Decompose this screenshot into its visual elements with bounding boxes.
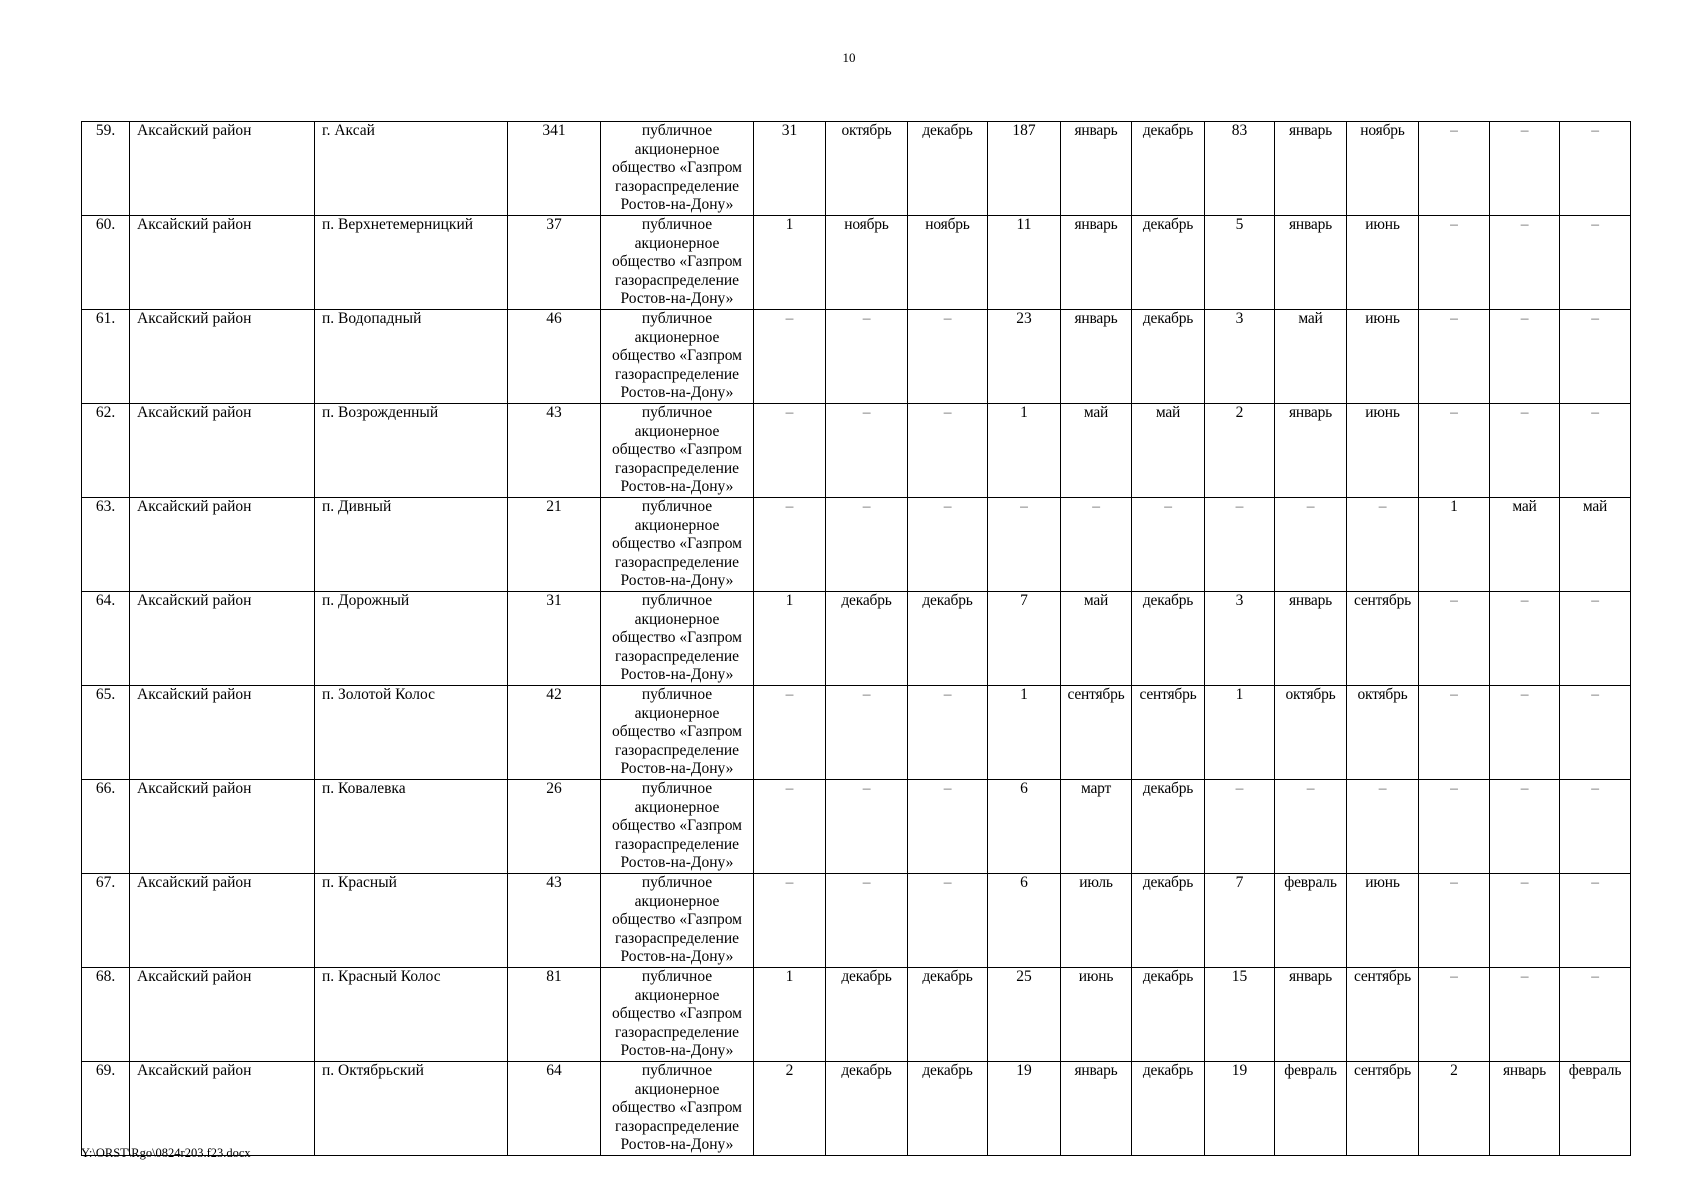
table-row [82, 592, 1631, 686]
group4-end-month-cell: – [1560, 780, 1631, 874]
group4-end-month-cell: – [1560, 686, 1631, 780]
locality-cell: п. Красный Колос [315, 968, 508, 1062]
group2-end-month-cell: декабрь [1132, 874, 1205, 968]
group1-count-cell: 31 [754, 122, 826, 216]
data-table [81, 121, 1631, 1156]
group2-count-cell: 11 [988, 216, 1061, 310]
group1-start-month-cell: – [826, 498, 908, 592]
group2-end-month-cell: декабрь [1132, 122, 1205, 216]
district-cell: Аксайский район [130, 498, 315, 592]
group4-count-cell: – [1419, 686, 1490, 780]
group2-count-cell: 6 [988, 780, 1061, 874]
group3-end-month-cell: сентябрь [1347, 592, 1419, 686]
group2-count-cell: 25 [988, 968, 1061, 1062]
group2-end-month-cell: декабрь [1132, 592, 1205, 686]
group3-end-month-cell: октябрь [1347, 686, 1419, 780]
group3-count-cell: 19 [1205, 1062, 1275, 1156]
group3-count-cell: – [1205, 498, 1275, 592]
group2-end-month-cell: декабрь [1132, 780, 1205, 874]
table-row [82, 404, 1631, 498]
group1-count-cell: – [754, 686, 826, 780]
group1-count-cell: – [754, 310, 826, 404]
table-row [82, 498, 1631, 592]
group4-start-month-cell: – [1490, 686, 1560, 780]
organization-cell: публичное акционерное общество «Газпром газораспределение Ростов-на-Дону» [601, 968, 754, 1062]
table-row [82, 216, 1631, 310]
group4-count-cell: – [1419, 592, 1490, 686]
group1-start-month-cell: – [826, 874, 908, 968]
group3-count-cell: 3 [1205, 310, 1275, 404]
group3-count-cell: 3 [1205, 592, 1275, 686]
group1-count-cell: – [754, 780, 826, 874]
count-cell: 21 [508, 498, 601, 592]
group2-start-month-cell: январь [1061, 310, 1132, 404]
group3-end-month-cell: июнь [1347, 310, 1419, 404]
group1-end-month-cell: – [908, 498, 988, 592]
group4-end-month-cell: май [1560, 498, 1631, 592]
organization-cell: публичное акционерное общество «Газпром газораспределение Ростов-на-Дону» [601, 310, 754, 404]
group2-count-cell: 19 [988, 1062, 1061, 1156]
group4-end-month-cell: – [1560, 404, 1631, 498]
group3-end-month-cell: июнь [1347, 874, 1419, 968]
district-cell: Аксайский район [130, 404, 315, 498]
group4-start-month-cell: – [1490, 310, 1560, 404]
row-number-cell: 61. [82, 310, 130, 404]
group1-start-month-cell: – [826, 404, 908, 498]
group3-start-month-cell: февраль [1275, 1062, 1347, 1156]
row-number-cell: 67. [82, 874, 130, 968]
row-number-cell: 66. [82, 780, 130, 874]
group3-start-month-cell: май [1275, 310, 1347, 404]
group1-count-cell: 1 [754, 592, 826, 686]
group1-start-month-cell: – [826, 780, 908, 874]
locality-cell: п. Золотой Колос [315, 686, 508, 780]
locality-cell: п. Ковалевка [315, 780, 508, 874]
count-cell: 43 [508, 874, 601, 968]
count-cell: 37 [508, 216, 601, 310]
group3-start-month-cell: – [1275, 780, 1347, 874]
group3-end-month-cell: июнь [1347, 404, 1419, 498]
count-cell: 26 [508, 780, 601, 874]
group3-count-cell: 1 [1205, 686, 1275, 780]
locality-cell: п. Красный [315, 874, 508, 968]
group4-end-month-cell: – [1560, 310, 1631, 404]
organization-cell: публичное акционерное общество «Газпром газораспределение Ростов-на-Дону» [601, 122, 754, 216]
group4-count-cell: – [1419, 404, 1490, 498]
group2-end-month-cell: – [1132, 498, 1205, 592]
count-cell: 81 [508, 968, 601, 1062]
row-number-cell: 60. [82, 216, 130, 310]
group1-count-cell: 1 [754, 968, 826, 1062]
count-cell: 64 [508, 1062, 601, 1156]
group1-count-cell: 2 [754, 1062, 826, 1156]
group2-start-month-cell: – [1061, 498, 1132, 592]
group1-start-month-cell: – [826, 310, 908, 404]
group1-count-cell: – [754, 874, 826, 968]
group4-count-cell: – [1419, 874, 1490, 968]
group3-count-cell: 2 [1205, 404, 1275, 498]
table-row [82, 122, 1631, 216]
group3-end-month-cell: – [1347, 780, 1419, 874]
group2-count-cell: – [988, 498, 1061, 592]
group1-end-month-cell: декабрь [908, 1062, 988, 1156]
organization-cell: публичное акционерное общество «Газпром газораспределение Ростов-на-Дону» [601, 216, 754, 310]
row-number-cell: 63. [82, 498, 130, 592]
group3-end-month-cell: июнь [1347, 216, 1419, 310]
table-row [82, 310, 1631, 404]
organization-cell: публичное акционерное общество «Газпром газораспределение Ростов-на-Дону» [601, 592, 754, 686]
locality-cell: п. Дорожный [315, 592, 508, 686]
count-cell: 46 [508, 310, 601, 404]
group4-count-cell: – [1419, 310, 1490, 404]
locality-cell: п. Октябрьский [315, 1062, 508, 1156]
group1-end-month-cell: декабрь [908, 592, 988, 686]
group1-end-month-cell: ноябрь [908, 216, 988, 310]
group3-count-cell: 7 [1205, 874, 1275, 968]
group2-count-cell: 7 [988, 592, 1061, 686]
group3-end-month-cell: ноябрь [1347, 122, 1419, 216]
group2-count-cell: 187 [988, 122, 1061, 216]
group1-end-month-cell: – [908, 874, 988, 968]
district-cell: Аксайский район [130, 874, 315, 968]
organization-cell: публичное акционерное общество «Газпром газораспределение Ростов-на-Дону» [601, 686, 754, 780]
footer-file-path: Y:\ORST\Rgo\0824r203.f23.docx [81, 1146, 251, 1160]
row-number-cell: 64. [82, 592, 130, 686]
district-cell: Аксайский район [130, 780, 315, 874]
group1-start-month-cell: декабрь [826, 592, 908, 686]
group1-end-month-cell: – [908, 780, 988, 874]
group3-start-month-cell: февраль [1275, 874, 1347, 968]
table-row [82, 968, 1631, 1062]
district-cell: Аксайский район [130, 592, 315, 686]
district-cell: Аксайский район [130, 968, 315, 1062]
locality-cell: г. Аксай [315, 122, 508, 216]
group2-start-month-cell: январь [1061, 122, 1132, 216]
group3-start-month-cell: октябрь [1275, 686, 1347, 780]
page-number: 10 [842, 50, 856, 65]
group2-start-month-cell: сентябрь [1061, 686, 1132, 780]
table-body [82, 122, 1631, 1156]
locality-cell: п. Дивный [315, 498, 508, 592]
group4-start-month-cell: май [1490, 498, 1560, 592]
group1-count-cell: – [754, 404, 826, 498]
district-cell: Аксайский район [130, 216, 315, 310]
group1-end-month-cell: декабрь [908, 968, 988, 1062]
locality-cell: п. Верхнетемерницкий [315, 216, 508, 310]
group3-end-month-cell: сентябрь [1347, 968, 1419, 1062]
group3-start-month-cell: январь [1275, 122, 1347, 216]
group4-end-month-cell: – [1560, 874, 1631, 968]
group1-count-cell: 1 [754, 216, 826, 310]
organization-cell: публичное акционерное общество «Газпром газораспределение Ростов-на-Дону» [601, 1062, 754, 1156]
group2-start-month-cell: январь [1061, 1062, 1132, 1156]
group3-start-month-cell: январь [1275, 968, 1347, 1062]
count-cell: 43 [508, 404, 601, 498]
group2-end-month-cell: декабрь [1132, 216, 1205, 310]
organization-cell: публичное акционерное общество «Газпром газораспределение Ростов-на-Дону» [601, 404, 754, 498]
group4-start-month-cell: – [1490, 874, 1560, 968]
group3-count-cell: 15 [1205, 968, 1275, 1062]
group2-start-month-cell: май [1061, 592, 1132, 686]
table-row [82, 874, 1631, 968]
group2-start-month-cell: январь [1061, 216, 1132, 310]
row-number-cell: 69. [82, 1062, 130, 1156]
group3-end-month-cell: сентябрь [1347, 1062, 1419, 1156]
district-cell: Аксайский район [130, 1062, 315, 1156]
group4-start-month-cell: – [1490, 404, 1560, 498]
count-cell: 341 [508, 122, 601, 216]
group4-end-month-cell: февраль [1560, 1062, 1631, 1156]
group1-end-month-cell: – [908, 686, 988, 780]
group3-count-cell: 5 [1205, 216, 1275, 310]
district-cell: Аксайский район [130, 686, 315, 780]
group3-count-cell: – [1205, 780, 1275, 874]
group2-start-month-cell: май [1061, 404, 1132, 498]
row-number-cell: 59. [82, 122, 130, 216]
district-cell: Аксайский район [130, 122, 315, 216]
count-cell: 31 [508, 592, 601, 686]
group2-end-month-cell: декабрь [1132, 1062, 1205, 1156]
group3-start-month-cell: – [1275, 498, 1347, 592]
group3-start-month-cell: январь [1275, 404, 1347, 498]
group4-end-month-cell: – [1560, 968, 1631, 1062]
organization-cell: публичное акционерное общество «Газпром газораспределение Ростов-на-Дону» [601, 498, 754, 592]
group1-end-month-cell: декабрь [908, 122, 988, 216]
group1-end-month-cell: – [908, 310, 988, 404]
group4-start-month-cell: – [1490, 122, 1560, 216]
group4-count-cell: 2 [1419, 1062, 1490, 1156]
group1-start-month-cell: декабрь [826, 968, 908, 1062]
group2-end-month-cell: май [1132, 404, 1205, 498]
group1-start-month-cell: октябрь [826, 122, 908, 216]
group2-count-cell: 23 [988, 310, 1061, 404]
group4-end-month-cell: – [1560, 592, 1631, 686]
group4-start-month-cell: – [1490, 216, 1560, 310]
group4-start-month-cell: – [1490, 968, 1560, 1062]
group4-count-cell: – [1419, 122, 1490, 216]
group3-start-month-cell: январь [1275, 592, 1347, 686]
group4-count-cell: – [1419, 968, 1490, 1062]
group4-count-cell: – [1419, 780, 1490, 874]
group4-start-month-cell: январь [1490, 1062, 1560, 1156]
group4-end-month-cell: – [1560, 122, 1631, 216]
group2-count-cell: 6 [988, 874, 1061, 968]
row-number-cell: 62. [82, 404, 130, 498]
group4-count-cell: 1 [1419, 498, 1490, 592]
group3-start-month-cell: январь [1275, 216, 1347, 310]
group3-end-month-cell: – [1347, 498, 1419, 592]
group2-end-month-cell: декабрь [1132, 310, 1205, 404]
table-row [82, 780, 1631, 874]
group3-count-cell: 83 [1205, 122, 1275, 216]
count-cell: 42 [508, 686, 601, 780]
row-number-cell: 68. [82, 968, 130, 1062]
group2-count-cell: 1 [988, 404, 1061, 498]
group1-start-month-cell: декабрь [826, 1062, 908, 1156]
locality-cell: п. Водопадный [315, 310, 508, 404]
row-number-cell: 65. [82, 686, 130, 780]
group2-end-month-cell: сентябрь [1132, 686, 1205, 780]
group4-start-month-cell: – [1490, 592, 1560, 686]
group4-start-month-cell: – [1490, 780, 1560, 874]
group1-start-month-cell: ноябрь [826, 216, 908, 310]
organization-cell: публичное акционерное общество «Газпром газораспределение Ростов-на-Дону» [601, 780, 754, 874]
group1-end-month-cell: – [908, 404, 988, 498]
group2-end-month-cell: декабрь [1132, 968, 1205, 1062]
table-row [82, 1062, 1631, 1156]
group4-count-cell: – [1419, 216, 1490, 310]
group1-start-month-cell: – [826, 686, 908, 780]
group2-start-month-cell: июнь [1061, 968, 1132, 1062]
district-cell: Аксайский район [130, 310, 315, 404]
group2-start-month-cell: июль [1061, 874, 1132, 968]
group2-start-month-cell: март [1061, 780, 1132, 874]
locality-cell: п. Возрожденный [315, 404, 508, 498]
group2-count-cell: 1 [988, 686, 1061, 780]
table-row [82, 686, 1631, 780]
group1-count-cell: – [754, 498, 826, 592]
group4-end-month-cell: – [1560, 216, 1631, 310]
organization-cell: публичное акционерное общество «Газпром газораспределение Ростов-на-Дону» [601, 874, 754, 968]
